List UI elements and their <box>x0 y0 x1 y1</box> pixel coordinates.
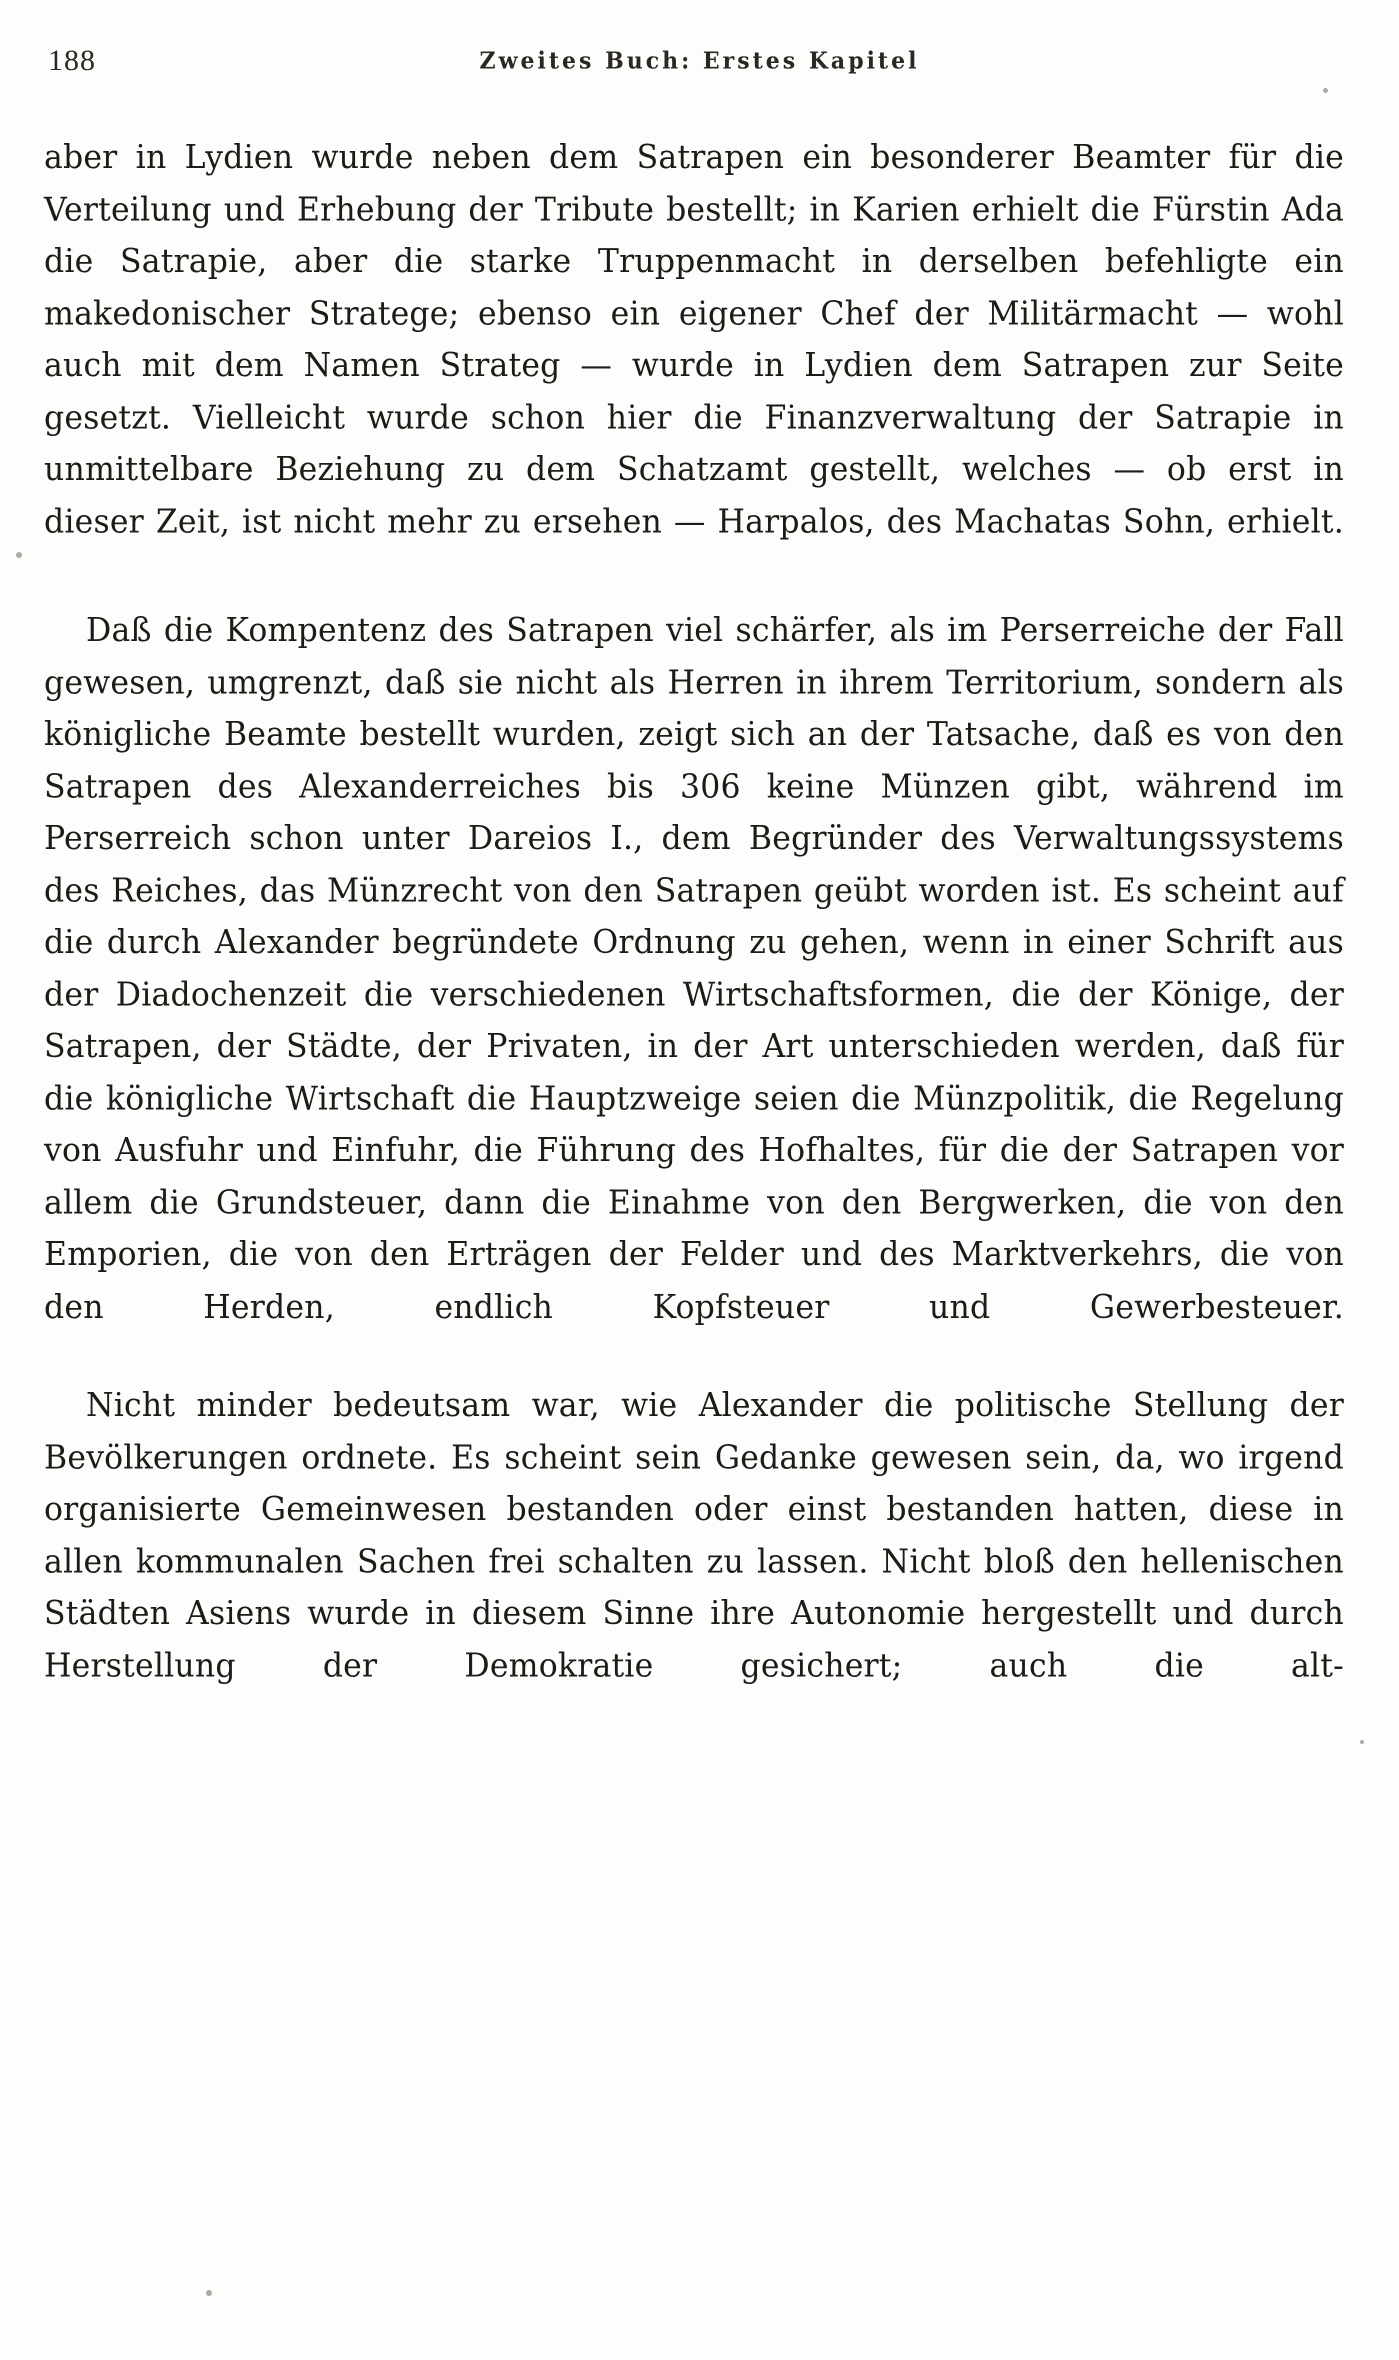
scan-speck <box>206 2290 212 2296</box>
paragraph-3: Nicht minder bedeutsam war, wie Alexander die politische Stellung der Bevölkerungen ordnete. Es scheint sein Gedanke gewesen sein, da, wo irgend organisierte Gemeinwesen bestanden oder einst bestanden hatten, diese in allen kommunalen Sachen frei schalten zu lassen. Nicht bloß den hellenischen Städten Asiens wurde in diesem Sinne ihre Autonomie hergestellt und durch Herstellung der Demokratie gesichert; auch die alt- <box>44 1387 1344 1685</box>
scan-speck <box>1323 88 1328 93</box>
page-number: 188 <box>48 44 96 77</box>
paragraph-2: Daß die Kompentenz des Satrapen viel schärfer, als im Perserreiche der Fall gewesen, umgrenzt, daß sie nicht als Herren in ihrem Territorium, sondern als königliche Beamte bestellt wurden, zeigt sich an der Tatsache, daß es von den Satrapen des Alexanderreiches bis 306 keine Münzen gibt, während im Perserreich schon unter Dareios I., dem Begründer des Verwaltungssystems des Reiches, das Münzrecht von den Satrapen geübt worden ist. Es scheint auf die durch Alexander begründete Ordnung zu gehen, wenn in einer Schrift aus der Diadochenzeit die verschiedenen Wirtschaftsformen, die der Könige, der Satrapen, der Städte, der Privaten, in der Art unterschieden werden, daß für die königliche Wirtschaft die Hauptzweige seien die Münzpolitik, die Regelung von Ausfuhr und Einfuhr, die Führung des Hofhaltes, für die der Satrapen vor allem die Grundsteuer, dann die Einahme von den Bergwerken, die von den Emporien, die von den Erträgen der Felder und des Marktverkehrs, die von den Herden, endlich Kopfsteuer und Gewerbesteuer. <box>44 611 1344 1325</box>
page-header <box>0 44 1399 84</box>
body-text <box>44 132 1344 1740</box>
running-head: Zweites Buch: Erstes Kapitel <box>479 46 920 76</box>
scan-speck <box>16 552 22 558</box>
paragraph-1: aber in Lydien wurde neben dem Satrapen ein besonderer Beamter für die Verteilung und Erhebung der Tribute bestellt; in Karien erhielt die Fürstin Ada die Satrapie, aber die starke Truppenmacht in derselben befehligte ein makedonischer Stratege; ebenso ein eigener Chef der Militärmacht — wohl auch mit dem Namen Strateg — wurde in Lydien dem Satrapen zur Seite gesetzt. Vielleicht wurde schon hier die Finanzverwaltung der Satrapie in unmittelbare Beziehung zu dem Schatzamt gestellt, welches — ob erst in dieser Zeit, ist nicht mehr zu ersehen — Harpalos, des Machatas Sohn, erhielt. <box>44 139 1344 541</box>
scan-speck <box>1360 1740 1364 1744</box>
